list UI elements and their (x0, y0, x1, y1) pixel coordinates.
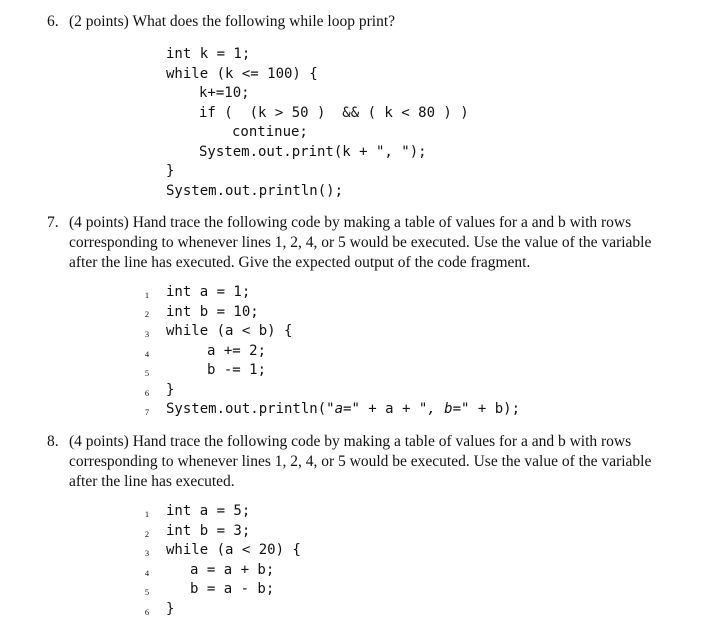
code-line: k+=10; (199, 85, 250, 101)
code-line: while (k <= 100) { (166, 66, 318, 82)
code-line: continue; (232, 124, 308, 140)
code-line: System.out.print(k + ", "); (199, 144, 427, 160)
code-line (166, 401, 520, 417)
code-line: b = a - b; (190, 581, 275, 597)
code-line: } (166, 382, 175, 398)
question-7-text-line: corresponding to whenever lines 1, 2, 4, or 5 would be executed. Use the value of the variable (69, 234, 652, 251)
line-number: 6 (144, 388, 150, 398)
line-number: 3 (144, 329, 150, 339)
question-6-text: (2 points) What does the following while loop print? (69, 13, 396, 30)
line-number: 4 (144, 568, 150, 578)
line-number: 5 (144, 368, 150, 378)
code-line: int b = 10; (166, 304, 259, 320)
code-line: } (166, 163, 175, 179)
line-number: 2 (144, 309, 150, 319)
code-line: } (166, 601, 175, 617)
code-line: if ( (k > 50 ) && ( k < 80 ) ) (199, 105, 469, 121)
code-line: a += 2; (207, 343, 267, 359)
code-line: while (a < b) { (166, 323, 293, 339)
question-6-number: 6. (47, 13, 59, 30)
code-line: int a = 1; (166, 284, 251, 300)
code-line: System.out.println(); (166, 183, 344, 199)
line-number: 6 (144, 607, 150, 617)
line-number: 4 (144, 349, 150, 359)
question-8-text-line: (4 points) Hand trace the following code by making a table of values for a and b with rows (69, 433, 632, 450)
line-number: 7 (144, 407, 150, 417)
question-8-number: 8. (47, 433, 59, 450)
question-8-text-line: after the line has executed. (69, 473, 235, 490)
code-line: int a = 5; (166, 503, 251, 519)
code-segment: + a + (359, 401, 419, 417)
line-number: 1 (144, 509, 150, 519)
question-7-number: 7. (47, 214, 59, 231)
line-number: 2 (144, 529, 150, 539)
code-line: b -= 1; (207, 362, 267, 378)
code-segment: + b); (469, 401, 521, 417)
string-literal: "a=" (326, 401, 360, 417)
code-line: while (a < 20) { (166, 542, 301, 558)
code-line: a = a + b; (190, 562, 275, 578)
line-number: 1 (144, 290, 150, 300)
line-number: 3 (144, 548, 150, 558)
question-8-text-line: corresponding to whenever lines 1, 2, 4, or 5 would be executed. Use the value of the variable (69, 453, 652, 470)
string-literal: ", b=" (418, 401, 470, 417)
code-line: int b = 3; (166, 523, 251, 539)
question-7-text-line: (4 points) Hand trace the following code by making a table of values for a and b with rows (69, 214, 632, 231)
code-segment: System.out.println( (166, 401, 327, 417)
line-number: 5 (144, 587, 150, 597)
code-line: int k = 1; (166, 46, 251, 62)
question-7-text-line: after the line has executed. Give the expected output of the code fragment. (69, 254, 531, 271)
